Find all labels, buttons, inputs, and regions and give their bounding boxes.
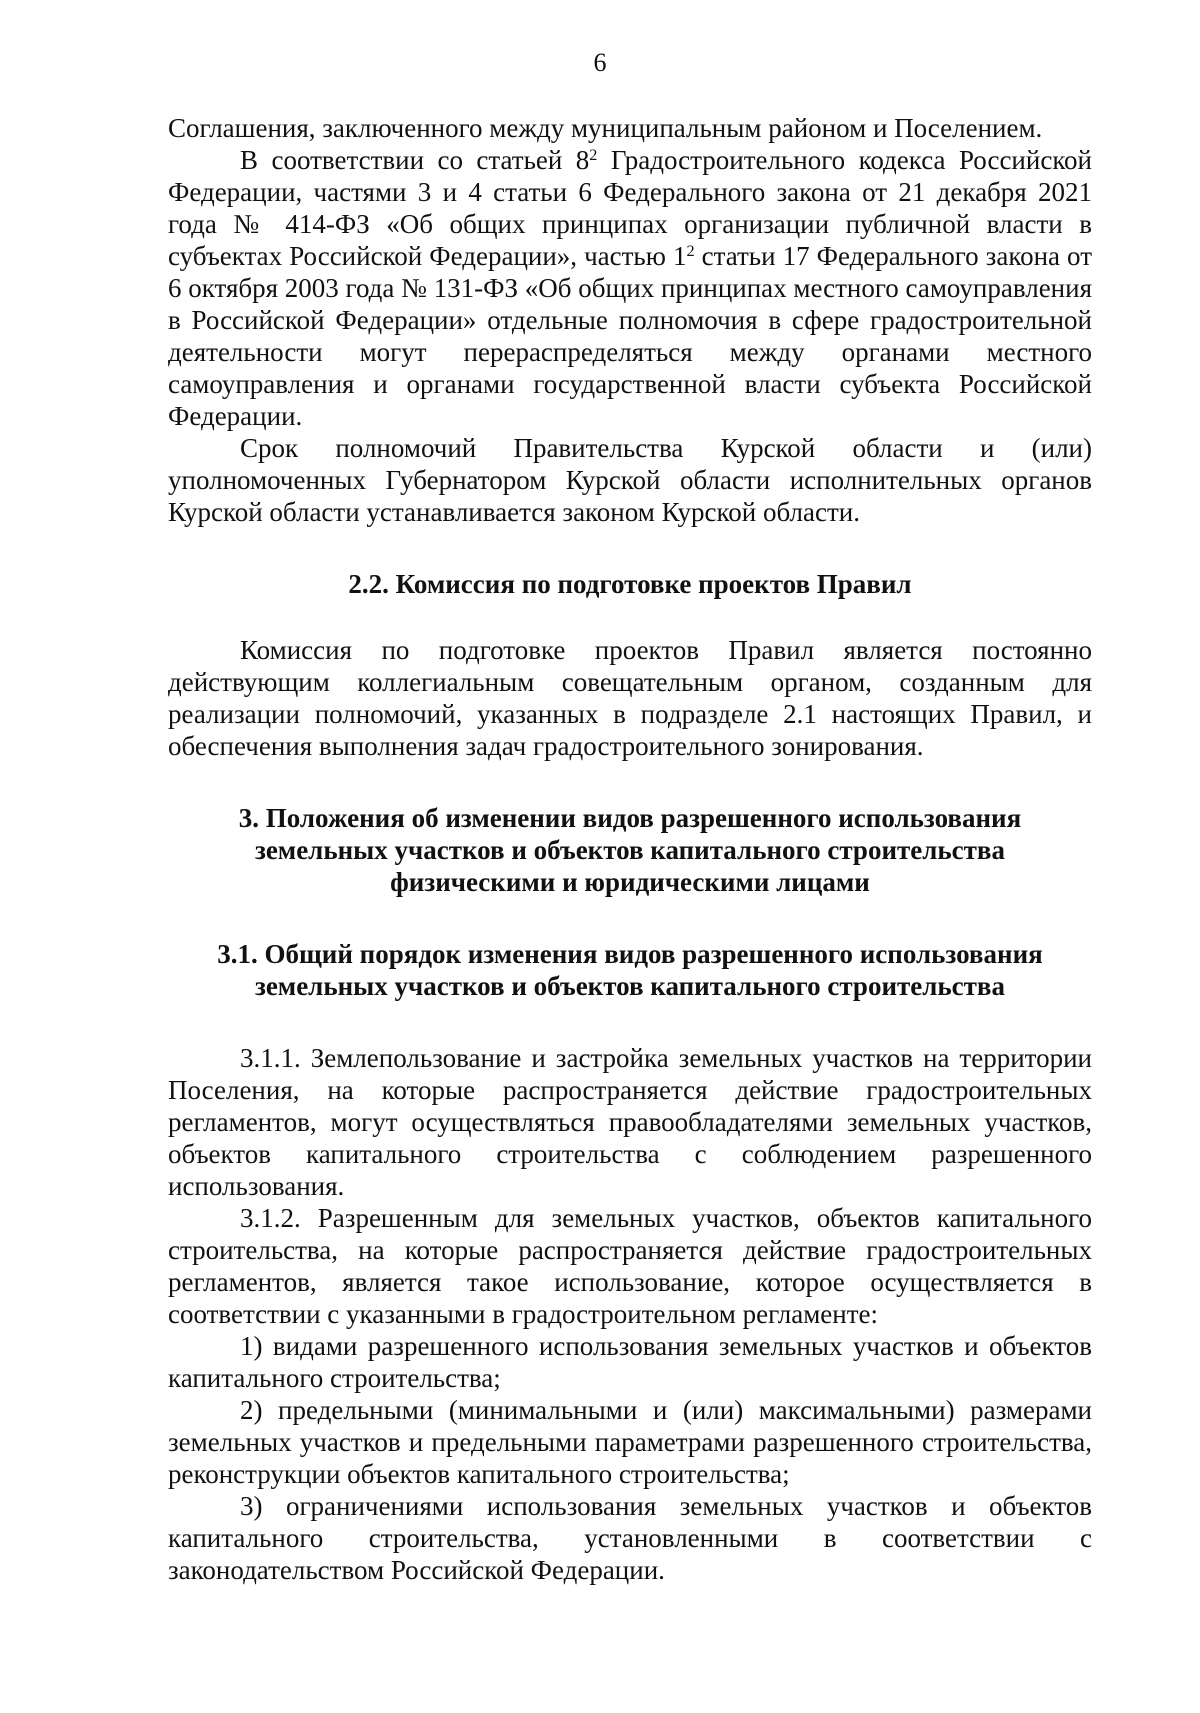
paragraph-3-1-1: 3.1.1. Землепользование и застройка земельных участков на территории Поселения, на которые распространяется действие градостроительных регламентов, могут осуществляться правообладателями земельных участков, объектов капитального строительства с соблюдением разрешенного использования. [168, 1043, 1092, 1201]
paragraph-article-8-part2: Градостроительного кодекса Российской Федерации, частями 3 и 4 статьи 6 Федерального закона от 21 декабря 2021 года № 414-ФЗ «Об общих принципах организации публичной власти в субъектах Российской Федерации», частью 1 [168, 145, 1093, 271]
section-heading-3-1-line: земельных участков и объектов капитального строительства [254, 971, 1006, 1001]
superscript: 2 [589, 146, 598, 165]
paragraph-term: Срок полномочий Правительства Курской области и (или) уполномоченных Губернатором Курской области исполнительных органов Курской области устанавливается законом Курской области. [168, 433, 1092, 527]
section-heading-2-2: 2.2. Комиссия по подготовке проектов Правил [348, 569, 912, 599]
paragraph-article-8 [168, 144, 1092, 432]
paragraph-commission: Комиссия по подготовке проектов Правил является постоянно действующим коллегиальным совещательным органом, созданным для реализации полномочий, указанных в подразделе 2.1 настоящих Правил, и обеспечения выполнения задач градостроительного зонирования. [168, 635, 1092, 761]
list-item: 2) предельными (минимальными и (или) максимальными) размерами земельных участков и предельными параметрами разрешенного строительства, реконструкции объектов капитального строительства; [168, 1395, 1092, 1489]
superscript: 2 [686, 242, 695, 261]
section-heading-3-line: физическими и юридическими лицами [390, 867, 870, 897]
section-heading-3 [168, 802, 1092, 898]
list-item: 1) видами разрешенного использования земельных участков и объектов капитального строительства; [168, 1331, 1092, 1393]
paragraph-intro: Соглашения, заключенного между муниципальным районом и Поселением. [168, 113, 1043, 143]
section-heading-3-line: 3. Положения об изменении видов разрешенного использования [238, 803, 1022, 833]
paragraph-article-8-part3: статьи 17 Федерального закона от 6 октября 2003 года № 131-ФЗ «Об общих принципах местного самоуправления в Российской Федерации» отдельные полномочия в сфере градостроительной деятельности могут перераспределяться между органами местного самоуправления и органами государственной власти субъекта Российской Федерации. [168, 241, 1092, 431]
section-heading-3-1 [168, 938, 1092, 1002]
section-heading-3-1-line: 3.1. Общий порядок изменения видов разрешенного использования [217, 939, 1043, 969]
page-number: 6 [593, 48, 607, 77]
list-item: 3) ограничениями использования земельных участков и объектов капитального строительства, установленными в соответствии с законодательством Российской Федерации. [168, 1491, 1092, 1585]
paragraph-3-1-2: 3.1.2. Разрешенным для земельных участков, объектов капитального строительства, на которые распространяется действие градостроительных регламентов, является такое использование, которое осуществляется в соответствии с указанными в градостроительном регламенте: [168, 1203, 1092, 1329]
paragraph-article-8-part1: В соответствии со статьей 8 [240, 145, 590, 175]
document-body [168, 112, 1092, 1586]
section-heading-3-line: земельных участков и объектов капитального строительства [254, 835, 1006, 865]
